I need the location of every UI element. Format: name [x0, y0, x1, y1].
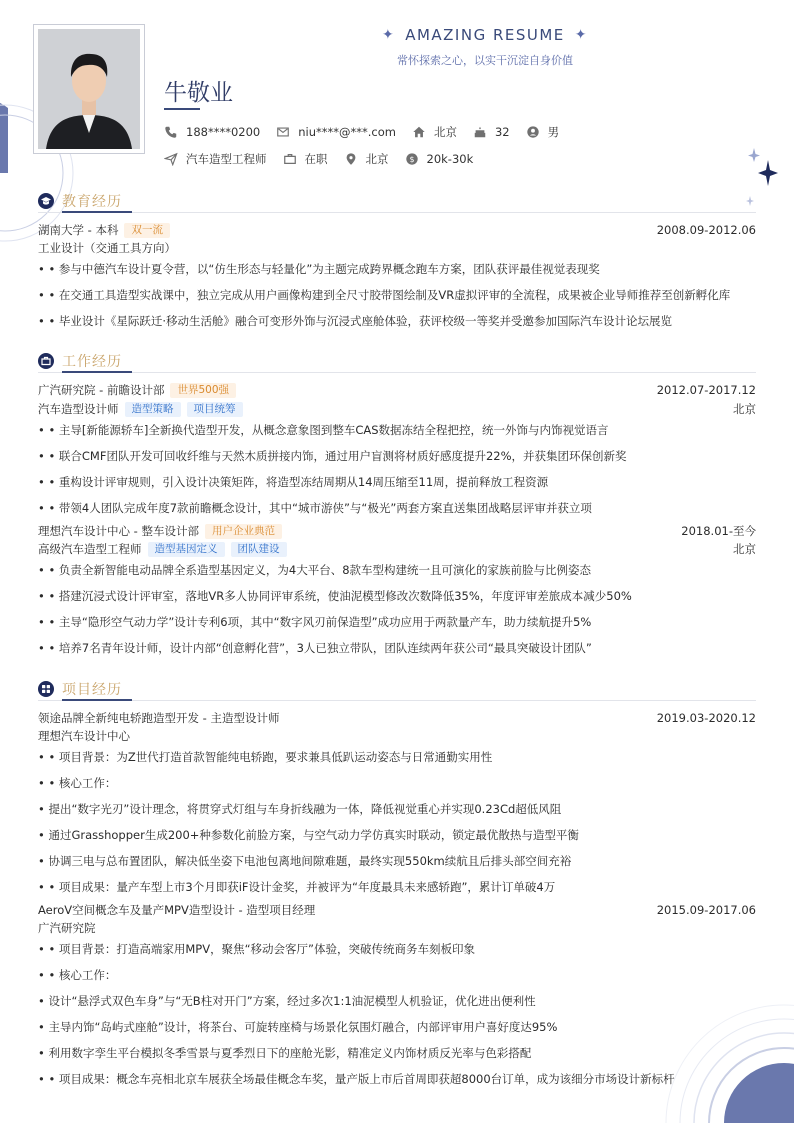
avatar	[38, 29, 140, 149]
project-name: AeroV空间概念车及量产MPV造型设计 - 造型项目经理	[38, 903, 316, 917]
list-item: • • 项目背景：打造高端家用MPV，聚焦“移动会客厅”体验，突破传统商务车刻板印象	[38, 942, 476, 956]
list-item: • • 主导[新能源轿车]全新换代造型开发，从概念意象图到整车CAS数据冻结全程把控，统一外饰与内饰视觉语言	[38, 423, 609, 437]
cake-icon	[473, 125, 487, 139]
education-major: 工业设计（交通工具方向）	[38, 241, 176, 255]
phone-item	[164, 125, 260, 139]
role-tag: 项目统筹	[187, 402, 243, 417]
briefcase-icon	[283, 152, 297, 166]
location-item	[412, 124, 457, 140]
job-company-row	[38, 382, 756, 398]
home-icon	[412, 125, 426, 139]
list-item: • 主导内饰“岛屿式座舱”设计，将茶台、可旋转座椅与场景化氛围灯融合，内部评审用户喜好度达95%	[38, 1020, 558, 1034]
sparkle-icon: ✦	[574, 27, 589, 43]
email-item	[276, 125, 396, 139]
section-divider	[38, 212, 756, 213]
education-section-header	[38, 191, 122, 211]
list-item: • 设计“悬浮式双色车身”与“无B柱对开门”方案，经过多次1:1油泥模型人机验证，优化进出便利性	[38, 994, 536, 1008]
status-item	[283, 151, 328, 167]
job-intent-row	[164, 151, 489, 167]
status-text: 在职	[304, 152, 328, 166]
school-name: 湖南大学 - 本科	[38, 223, 119, 237]
person-name: 牛敬业	[164, 80, 233, 106]
list-item: • • 项目成果：量产车型上市3个月即获iF设计金奖，并被评为“年度最具未来感轿跑”，累计订单破4万	[38, 880, 556, 894]
list-item: • • 项目背景：为Z世代打造首款智能纯电轿跑，要求兼具低趴运动姿态与日常通勤实用性	[38, 750, 493, 764]
target-city-item	[344, 151, 389, 167]
age-text: 32	[494, 125, 510, 139]
phone-icon	[164, 125, 178, 139]
role-tag: 团队建设	[231, 542, 287, 557]
project-date: 2019.03-2020.12	[656, 711, 756, 725]
gender-text: 男	[547, 125, 560, 139]
mail-icon	[276, 125, 290, 139]
company-name: 理想汽车设计中心 - 整车设计部	[38, 524, 199, 538]
age-item	[473, 125, 510, 139]
section-divider	[38, 372, 756, 373]
job-role: 高级汽车造型工程师	[38, 542, 142, 556]
money-icon	[405, 152, 419, 166]
role-tag: 造型基因定义	[148, 542, 225, 557]
list-item: • 协调三电与总布置团队，解决低坐姿下电池包离地间隙难题，最终实现550km续航且后排头部空间充裕	[38, 854, 572, 868]
briefcase-icon	[38, 353, 54, 369]
map-pin-icon	[344, 152, 358, 166]
work-section-header	[38, 351, 122, 371]
job-date: 2012.07-2017.12	[656, 383, 756, 397]
location-text: 北京	[433, 125, 457, 139]
svg-text:$: $	[408, 154, 415, 164]
project-title-row	[38, 902, 756, 918]
list-item: • 通过Grasshopper生成200+种参数化前脸方案，与空气动力学仿真实时联动，锁定最优散热与造型平衡	[38, 828, 579, 842]
projects-section-title: 项目经历	[62, 682, 122, 698]
sparkle-icon	[744, 146, 780, 210]
tagline-title-row	[340, 26, 630, 44]
list-item: • • 核心工作：	[38, 776, 117, 790]
graduation-cap-icon	[38, 193, 54, 209]
list-item: • • 主导“隐形空气动力学”设计专利6项，其中“数字风刃前保造型”成功应用于两款量产车，助力续航提升5%	[38, 615, 592, 629]
profile-photo-frame	[33, 24, 145, 154]
project-date: 2015.09-2017.06	[656, 903, 756, 917]
list-item: • • 核心工作：	[38, 968, 117, 982]
job-title-text: 汽车造型工程师	[186, 152, 267, 166]
project-title-row	[38, 710, 756, 726]
section-divider	[38, 700, 756, 701]
work-section-title: 工作经历	[62, 354, 122, 370]
project-org: 广汽研究院	[38, 921, 96, 935]
list-item: • 提出“数字光刃”设计理念，将贯穿式灯组与车身折线融为一体，降低视觉重心并实现0.23Cd超低风阻	[38, 802, 562, 816]
salary-text: 20k-30k	[426, 152, 474, 166]
job-city: 北京	[733, 402, 756, 416]
name-underline	[164, 108, 200, 110]
company-name: 广汽研究院 - 前瞻设计部	[38, 383, 165, 397]
role-tag: 造型策略	[125, 402, 181, 417]
list-item: • • 联合CMF团队开发可回收纤维与天然木质拼接内饰，通过用户盲测将材质好感度提升22%，并获集团环保创新奖	[38, 449, 627, 463]
list-item: • • 毕业设计《星际跃迁·移动生活舱》融合可变形外饰与沉浸式座舱体验，获评校级一等奖并受邀参加国际汽车设计论坛展览	[38, 314, 673, 328]
gender-item	[526, 124, 560, 140]
project-org: 理想汽车设计中心	[38, 729, 130, 743]
tagline-title: AMAZING RESUME	[405, 26, 565, 44]
tagline-subtitle: 常怀探索之心，以实干沉淀自身价值	[397, 54, 573, 67]
send-icon	[164, 152, 178, 166]
list-item: • • 带领4人团队完成年度7款前瞻概念设计，其中“城市游侠”与“极光”两套方案直送集团战略层评审并获立项	[38, 501, 592, 515]
list-item: • • 培养7名青年设计师，设计内部“创意孵化营”，3人已独立带队，团队连续两年获公司“最具突破设计团队”	[38, 641, 592, 655]
list-item: • • 参与中德汽车设计夏令营，以“仿生形态与轻量化”为主题完成跨界概念跑车方案，团队获评最佳视觉表现奖	[38, 262, 600, 276]
school-tag: 双一流	[124, 223, 170, 238]
target-city-text: 北京	[365, 152, 389, 166]
user-icon	[526, 125, 540, 139]
job-company-row	[38, 523, 756, 539]
list-item: • • 负责全新智能电动品牌全系造型基因定义，为4大平台、8款车型构建统一且可演化的家族前脸与比例姿态	[38, 563, 592, 577]
sparkle-icon: ✦	[381, 27, 396, 43]
project-name: 领途品牌全新纯电轿跑造型开发 - 主造型设计师	[38, 711, 280, 725]
job-role-row	[38, 401, 756, 417]
job-title-item	[164, 151, 267, 167]
tagline	[340, 26, 630, 68]
list-item: • 利用数字孪生平台模拟冬季雪景与夏季烈日下的座舱光影，精准定义内饰材质反光率与色彩搭配	[38, 1046, 532, 1060]
job-city: 北京	[733, 542, 756, 556]
list-item: • • 项目成果：概念车亮相北京车展获全场最佳概念车奖，量产版上市后首周即获超8000台订单，成为该细分市场设计新标杆	[38, 1072, 675, 1086]
email-text: niu****@***.com	[298, 125, 396, 139]
company-tag: 用户企业典范	[205, 524, 282, 539]
phone-text: 188****0200	[186, 125, 261, 139]
list-item: • • 重构设计评审规则，引入设计决策矩阵，将造型冻结周期从14周压缩至11周，提前释放工程资源	[38, 475, 549, 489]
grid-icon	[38, 681, 54, 697]
education-school-row	[38, 222, 756, 238]
list-item: • • 在交通工具造型实战课中，独立完成从用户画像构建到全尺寸胶带图绘制及VR虚拟评审的全流程，成果被企业导师推荐至创新孵化库	[38, 288, 731, 302]
contact-row	[164, 124, 575, 140]
job-date: 2018.01-至今	[681, 524, 756, 538]
projects-section-header	[38, 679, 122, 699]
education-date: 2008.09-2012.06	[656, 223, 756, 237]
education-section-title: 教育经历	[62, 194, 122, 210]
job-role: 汽车造型设计师	[38, 402, 119, 416]
job-role-row	[38, 541, 756, 557]
company-tag: 世界500强	[170, 383, 236, 398]
salary-item	[405, 152, 474, 166]
list-item: • • 搭建沉浸式设计评审室，落地VR多人协同评审系统，使油泥模型修改次数降低35%，年度评审差旅成本减少50%	[38, 589, 632, 603]
